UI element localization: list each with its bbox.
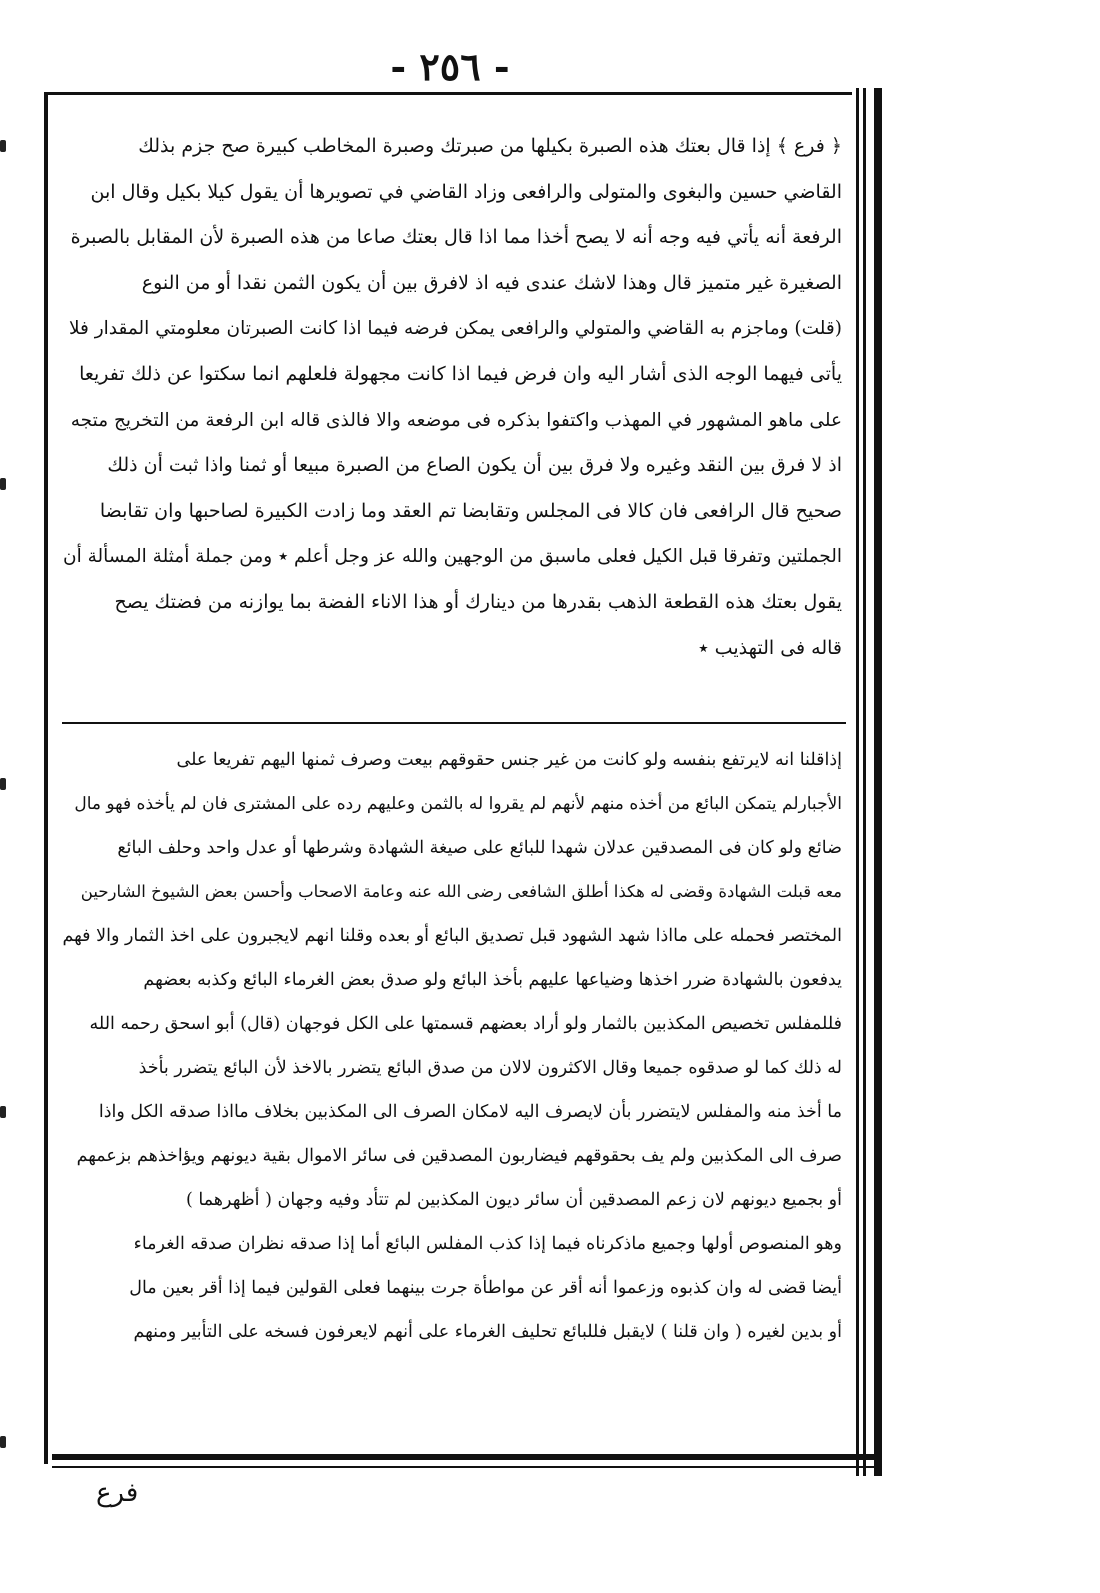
margin-mark bbox=[0, 1106, 6, 1118]
text-line: صحيح قال الرافعى فان كالا فى المجلس وتقابضا تم العقد وما زادت الكبيرة لصاحبها وان تقابضا bbox=[99, 499, 842, 522]
text-line: فللمفلس تخصيص المكذبين بالثمار ولو أراد بعضهم قسمتها على الكل فوجهان (قال) أبو اسحق رحمه الله bbox=[89, 1014, 842, 1034]
page-border-right bbox=[856, 88, 882, 1476]
section-divider bbox=[62, 722, 846, 724]
text-line: المختصر فحمله على مااذا شهد الشهود قبل تصديق البائع أو بعده وقلنا انهم لايجبرون على اخذ الثمار والا فهم bbox=[62, 926, 842, 946]
text-line: قاله فى التهذيب ٭ bbox=[698, 636, 842, 659]
text-line: (قلت) وماجزم به القاضي والمتولي والرافعى يمكن فرضه فيما اذا كانت الصبرتان معلومتي المقدار فلا bbox=[68, 318, 842, 340]
text-line: الصغيرة غير متميز قال وهذا لاشك عندى فيه اذ لافرق بين أن يكون الثمن نقدا أو من النوع bbox=[141, 271, 842, 294]
text-line: الجملتين وتفرقا قبل الكيل فعلى ماسبق من الوجهين والله عز وجل أعلم ٭ ومن جملة أمثلة المسألة أن bbox=[63, 546, 842, 568]
margin-mark bbox=[0, 478, 6, 490]
text-line: ضائع ولو كان فى المصدقين عدلان شهدا للبائع على صيغة الشهادة وشرطها أو عدل واحد وحلف البائع bbox=[117, 838, 842, 858]
text-line: له ذلك كما لو صدقوه جميعا وقال الاكثرون لالان من صدق البائع يتضرر بالاخذ لأن البائع يتضرر بأخذ bbox=[138, 1058, 842, 1078]
text-line: الأجبارلم يتمكن البائع من أخذه منهم لأنهم لم يقروا له بالثمن وعليهم رده على المشترى فان لم يأخذه فهو مال bbox=[74, 794, 842, 814]
text-line: صرف الى المكذبين ولم يف بحقوقهم فيضاربون المصدقين فى سائر الاموال بقية ديونهم ويؤاخذهم بزعمهم bbox=[76, 1146, 842, 1166]
text-line: على ماهو المشهور في المهذب واكتفوا بذكره فى موضعه والا فالذى قاله ابن الرفعة من التخريج متجه bbox=[70, 409, 842, 431]
text-line: القاضي حسين والبغوى والمتولى والرافعى وزاد القاضي في تصويرها أن يقول كيلا بكيل وقال ابن bbox=[90, 180, 842, 203]
text-line: الرفعة أنه يأتي فيه وجه أنه لا يصح أخذا مما اذا قال بعتك صاعا من هذه الصبرة لأن المقابل بالصبرة bbox=[70, 226, 842, 249]
text-line: أيضا قضى له وان كذبوه وزعموا أنه أقر عن مواطأة جرت بينهما فعلى القولين فيما إذا أقر بعين مال bbox=[129, 1278, 842, 1298]
text-line: يأتى فيهما الوجه الذى أشار اليه وان فرض فيما اذا كانت مجهولة فلعلهم انما سكتوا عن ذلك تفريعا bbox=[79, 362, 842, 385]
text-line: إذاقلنا انه لايرتفع بنفسه ولو كانت من غير جنس حقوقهم بيعت وصرف ثمنها اليهم تفريعا على bbox=[176, 750, 842, 770]
margin-mark bbox=[0, 778, 6, 790]
text-line: يقول بعتك هذه القطعة الذهب بقدرها من دينارك أو هذا الاناء الفضة بما يوازنه من فضتك يصح bbox=[114, 590, 842, 613]
page-number: - ٢٥٦ - bbox=[390, 44, 510, 89]
text-line: ﴿ فرع ﴾ إذا قال بعتك هذه الصبرة بكيلها من صبرتك وصبرة المخاطب كبيرة صح جزم بذلك bbox=[138, 135, 842, 157]
bottom-rule bbox=[52, 1454, 880, 1460]
text-line: أو بدين لغيره ( وان قلنا ) لايقبل فللبائع تحليف الغرماء على أنهم لايعرفون فسخه على التأبير ومنهم bbox=[133, 1322, 842, 1342]
margin-mark bbox=[0, 140, 6, 152]
main-text bbox=[62, 124, 842, 714]
text-line: ما أخذ منه والمفلس لايتضرر بأن لايصرف اليه لامكان الصرف الى المكذبين بخلاف مااذا صدقه الكل واذا bbox=[98, 1102, 842, 1122]
bottom-rule-thin bbox=[52, 1466, 880, 1468]
catchword: فرع bbox=[96, 1478, 139, 1508]
commentary-text bbox=[62, 738, 842, 1444]
text-line: وهو المنصوص أولها وجميع ماذكرناه فيما إذا كذب المفلس البائع أما إذا صدقه نظران صدقه الغرماء bbox=[133, 1234, 842, 1254]
text-line: يدفعون بالشهادة ضرر اخذها وضياعها عليهم بأخذ البائع ولو صدق بعض الغرماء البائع وكذبه بعضهم bbox=[143, 970, 842, 990]
text-line: أو بجميع ديونهم لان زعم المصدقين أن سائر ديون المكذبين لم تتأد وفيه وجهان ( أظهرهما ) bbox=[185, 1190, 842, 1210]
text-line: اذ لا فرق بين النقد وغيره ولا فرق بين أن يكون الصاع من الصبرة مبيعا أو ثمنا واذا ثبت أن ذلك bbox=[107, 454, 842, 477]
margin-mark bbox=[0, 1436, 6, 1448]
text-line: معه قبلت الشهادة وقضى له هكذا أطلق الشافعى رضى الله عنه وعامة الاصحاب وأحسن بعض الشيوخ الشارحين bbox=[80, 882, 842, 901]
